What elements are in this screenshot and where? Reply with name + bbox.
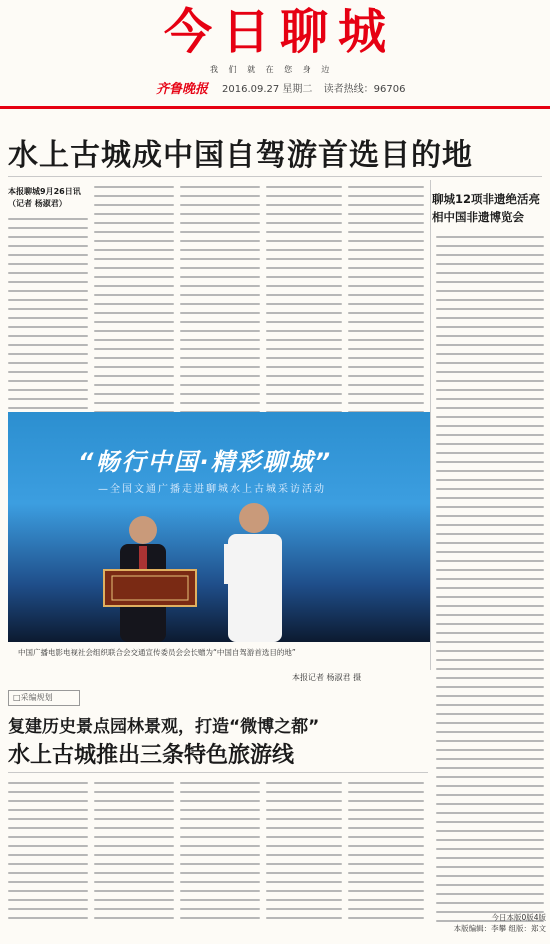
story2-column-3 (180, 782, 260, 919)
event-photo (8, 412, 430, 642)
body-column-5 (348, 186, 424, 413)
masthead-rule (0, 106, 550, 109)
column-divider (430, 180, 431, 670)
story2-headline: 水上古城推出三条特色旅游线 (8, 743, 295, 768)
side-body (436, 236, 544, 922)
body-column-4 (266, 186, 342, 413)
body-column-3 (180, 186, 260, 413)
story2-rule (8, 772, 428, 773)
body-column-2 (94, 186, 174, 413)
masthead-slogan: 我 们 就 在 您 身 边 (210, 65, 334, 74)
footer-line-1: 今日本版0版4版 (491, 913, 546, 922)
side-headline: 聊城12项非遗绝活亮相中国非遗博览会 (432, 192, 541, 224)
story2-column-1 (8, 782, 88, 919)
date-line: 2016.09.27 星期二 (222, 84, 313, 95)
brand-logo: 齐鲁晚报 (156, 82, 209, 97)
photo-byline: 本报记者 杨淑君 摄 (292, 673, 362, 682)
page-footer (434, 912, 546, 934)
story2-column-2 (94, 782, 174, 919)
issue-meta (222, 80, 405, 95)
photo-banner-subtext: —全国文通广播走进聊城水上古城采访活动 (98, 484, 326, 495)
main-headline: 水上古城成中国自驾游首选目的地 (8, 138, 473, 173)
main-dateline: 本报聊城9月26日讯（记者 杨淑君） (8, 187, 81, 208)
headline-rule (8, 176, 542, 177)
section-tag: □采编规划 (8, 690, 80, 706)
footer-line-2: 本版编辑：李攀 组版：郑文 (453, 924, 546, 933)
masthead-title: 今日聊城 (163, 4, 396, 60)
story2-column-5 (348, 782, 424, 919)
story2-kicker: 复建历史景点园林景观，打造“微博之都” (8, 717, 320, 737)
story2-column-4 (266, 782, 342, 919)
body-column-1 (8, 218, 88, 409)
reader-hotline: 读者热线：96706 (323, 84, 406, 95)
photo-caption: 中国广播电影电视社会组织联合会交通宣传委员会会长赠为“中国自驾游首选目的地” (18, 648, 296, 657)
photo-banner-text: “畅行中国·精彩聊城” (78, 448, 333, 476)
photo-figures (8, 412, 430, 642)
